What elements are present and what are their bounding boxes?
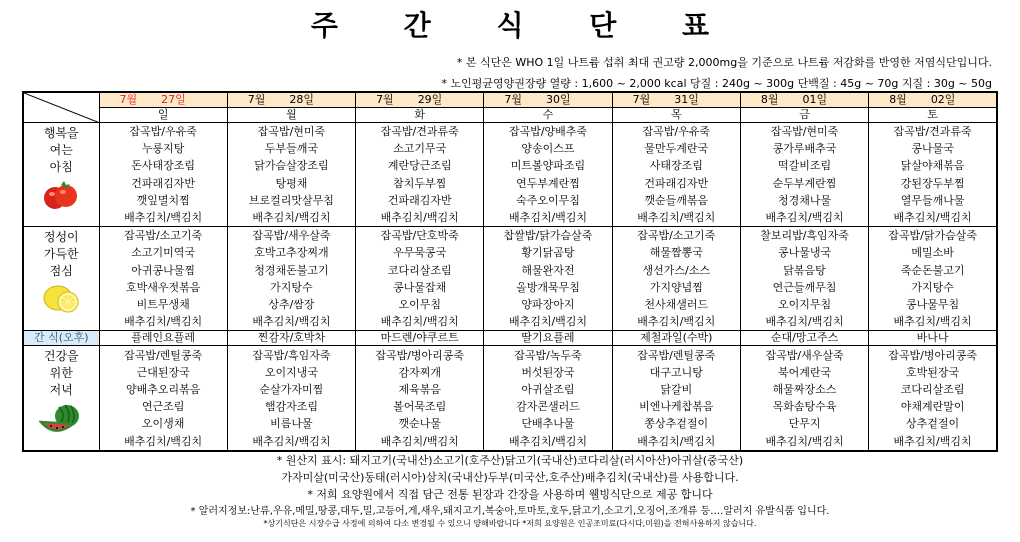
dinner-row (23, 346, 997, 451)
date-cell-sat: 8월 02일 (869, 92, 997, 108)
date-row (23, 92, 997, 108)
breakfast-tue: 잡곡밥/견과류죽 소고기무국 계란당근조림 참치두부찜 건파래김자반 배추김치/백김치 (356, 123, 484, 227)
weekday-sun: 일 (99, 108, 227, 123)
snack-thu: 제철과일(수박) (612, 331, 740, 346)
dinner-sun: 잡곡밥/렌틸콩죽 근대된장국 양배추오리볶음 연근조림 오이생채 배추김치/백김치 (99, 346, 227, 451)
lunch-sat: 잡곡밥/닭가슴살죽 메밀소바 죽순돈불고기 가지탕수 콩나물무침 배추김치/백김치 (869, 227, 997, 331)
change-note: *상기식단은 시장수급 사정에 의하여 다소 변경될 수 있으니 양해바랍니다 *저희 요양원은 인공조미료(다시다,미원)을 전혀사용하지 않습니다. (263, 519, 757, 528)
breakfast-fri: 잡곡밥/현미죽 콩가루배추국 떡갈비조림 순두부계란찜 청경채나물 배추김치/백김치 (740, 123, 868, 227)
lunch-fri: 찰보리밥/흑임자죽 콩나물냉국 닭볶음탕 연근들깨무침 오이지무침 배추김치/백김치 (740, 227, 868, 331)
corner-cell (23, 92, 99, 123)
weekday-wed: 수 (484, 108, 612, 123)
lunch-row (23, 227, 997, 331)
breakfast-label-2: 여는 (49, 143, 73, 157)
lunch-wed: 찹쌀밥/닭가슴살죽 황기닭곰탕 해물완자전 올방개묵무침 양파장아지 배추김치/백김치 (484, 227, 612, 331)
sauce-note: * 저희 요양원에서 직접 담근 전통 된장과 간장을 사용하며 웰빙식단으로 제공 합니다 (307, 488, 713, 501)
snack-tue: 마드렌/야쿠르트 (356, 331, 484, 346)
snack-mon: 찐감자/호박차 (227, 331, 355, 346)
date-cell-fri: 8월 01일 (740, 92, 868, 108)
nutrition-note: * 노인평균영양권장량 열량 : 1,600 ~ 2,000 kcal 당질 : 240g ~ 300g 단백질 : 45g ~ 70g 지질 : 30g ~ 50g (441, 77, 992, 90)
diagonal-line (24, 93, 99, 123)
lunch-sun: 잡곡밥/소고기죽 소고기미역국 아귀콩나물찜 호박새우젓볶음 비트무생채 배추김치/백김치 (99, 227, 227, 331)
dinner-fri: 잡곡밥/새우살죽 북어계란국 해물짜장소스 목화솜탕수육 단무지 배추김치/백김치 (740, 346, 868, 451)
dinner-tue: 잡곡밥/병아리콩죽 감자찌개 제육볶음 볼어묵조림 깻순나물 배추김치/백김치 (356, 346, 484, 451)
breakfast-mon: 잡곡밥/현미죽 두부들깨국 닭가슴살장조림 탕평채 브로컬리맛살무침 배추김치/백김치 (227, 123, 355, 227)
snack-row (23, 331, 997, 346)
lemon-icon (41, 281, 81, 319)
lunch-mon: 잡곡밥/새우살죽 호박고추장찌개 청경채돈불고기 가지탕수 상추/쌈장 배추김치/백김치 (227, 227, 355, 331)
dinner-wed: 잡곡밥/녹두죽 버섯된장국 아귀살조림 감자콘샐러드 단배추나물 배추김치/백김치 (484, 346, 612, 451)
weekday-fri: 금 (740, 108, 868, 123)
lunch-label-cell (23, 227, 99, 331)
snack-fri: 순대/망고주스 (740, 331, 868, 346)
date-cell-sun: 7월 27일 (99, 92, 227, 108)
lunch-label-3: 점심 (49, 264, 73, 279)
breakfast-label-cell (23, 123, 99, 227)
dinner-label-3: 저녁 (49, 383, 73, 398)
snack-sat: 바나나 (869, 331, 997, 346)
breakfast-sat: 잡곡밥/견과류죽 콩나물국 닭살야채볶음 강된장두부찜 열무들깨나물 배추김치/백김치 (869, 123, 997, 227)
dinner-label-2: 위한 (49, 366, 73, 381)
weekday-thu: 목 (612, 108, 740, 123)
date-cell-tue: 7월 29일 (356, 92, 484, 108)
breakfast-row (23, 123, 997, 227)
snack-wed: 딸기요플레 (484, 331, 612, 346)
date-cell-thu: 7월 31일 (612, 92, 740, 108)
weekday-row (23, 108, 997, 123)
allergy-note: * 알러지정보:난류,우유,메밀,땅콩,대두,밀,고등어,게,새우,돼지고기,복숭아,토마토,호두,닭고기,소고기,오징어,조개류 등….알러지 유발식품 입니다. (190, 506, 830, 517)
dinner-mon: 잡곡밥/흑임자죽 오이지냉국 순살가자미찜 햄감자조림 비름나물 배추김치/백김치 (227, 346, 355, 451)
lunch-label-1: 정성이 (43, 230, 79, 245)
sodium-note: * 본 식단은 WHO 1일 나트륨 섭취 최대 권고량 2,000mg을 기준으로 나트륨 저감화를 반영한 저염식단입니다. (456, 56, 992, 69)
dinner-thu: 잡곡밥/렌틸콩죽 대구고니탕 닭갈비 비엔나케찹볶음 쫑상추겉절이 배추김치/백김치 (612, 346, 740, 451)
breakfast-sun: 잡곡밥/우유죽 누룽지탕 돈사태장조림 건파래김자반 깻잎멸치찜 배추김치/백김치 (99, 123, 227, 227)
origin-note-cont: 가자미살(미국산)동태(러시아)삼치(국내산)두부(미국산,호주산)배추김치(국내산)를 사용합니다. (281, 471, 739, 484)
dinner-sat: 잡곡밥/병아리콩죽 호박된장국 코다리살조림 야채계란말이 상추겉절이 배추김치/백김치 (869, 346, 997, 451)
weekly-menu-table (22, 91, 998, 452)
watermelon-icon (39, 402, 83, 440)
breakfast-thu: 잡곡밥/우유죽 물만두계란국 사태장조림 건파래김자반 깻순들깨볶음 배추김치/백김치 (612, 123, 740, 227)
tomato-icon (43, 179, 79, 215)
dinner-label-cell (23, 346, 99, 451)
weekday-tue: 화 (356, 108, 484, 123)
page-title: 주 간 식 단 표 (310, 9, 738, 42)
lunch-label-2: 가득한 (43, 247, 79, 262)
lunch-tue: 잡곡밥/단호박죽 우무묵콩국 코다리살조림 콩나물잡채 오이무침 배추김치/백김치 (356, 227, 484, 331)
date-cell-wed: 7월 30일 (484, 92, 612, 108)
breakfast-wed: 잡곡밥/양배추죽 양송이스프 미트볼양파조림 연두부계란찜 숙주오이무침 배추김치/백김치 (484, 123, 612, 227)
weekday-sat: 토 (869, 108, 997, 123)
snack-label: 간 식(오후) (23, 331, 99, 346)
breakfast-label-3: 아침 (49, 160, 73, 174)
weekday-mon: 월 (227, 108, 355, 123)
origin-note: * 원산지 표시: 돼지고기(국내산)소고기(호주산)닭고기(국내산)코다리살(러시아산)아귀살(중국산) (276, 454, 744, 467)
date-cell-mon: 7월 28일 (227, 92, 355, 108)
lunch-thu: 잡곡밥/소고기죽 해물짬뽕국 생선가스/소스 가지양념찜 천사채샐러드 배추김치/백김치 (612, 227, 740, 331)
breakfast-label-1: 행복을 (43, 126, 79, 140)
dinner-label-1: 건강을 (43, 349, 79, 364)
snack-sun: 플레인요플레 (99, 331, 227, 346)
